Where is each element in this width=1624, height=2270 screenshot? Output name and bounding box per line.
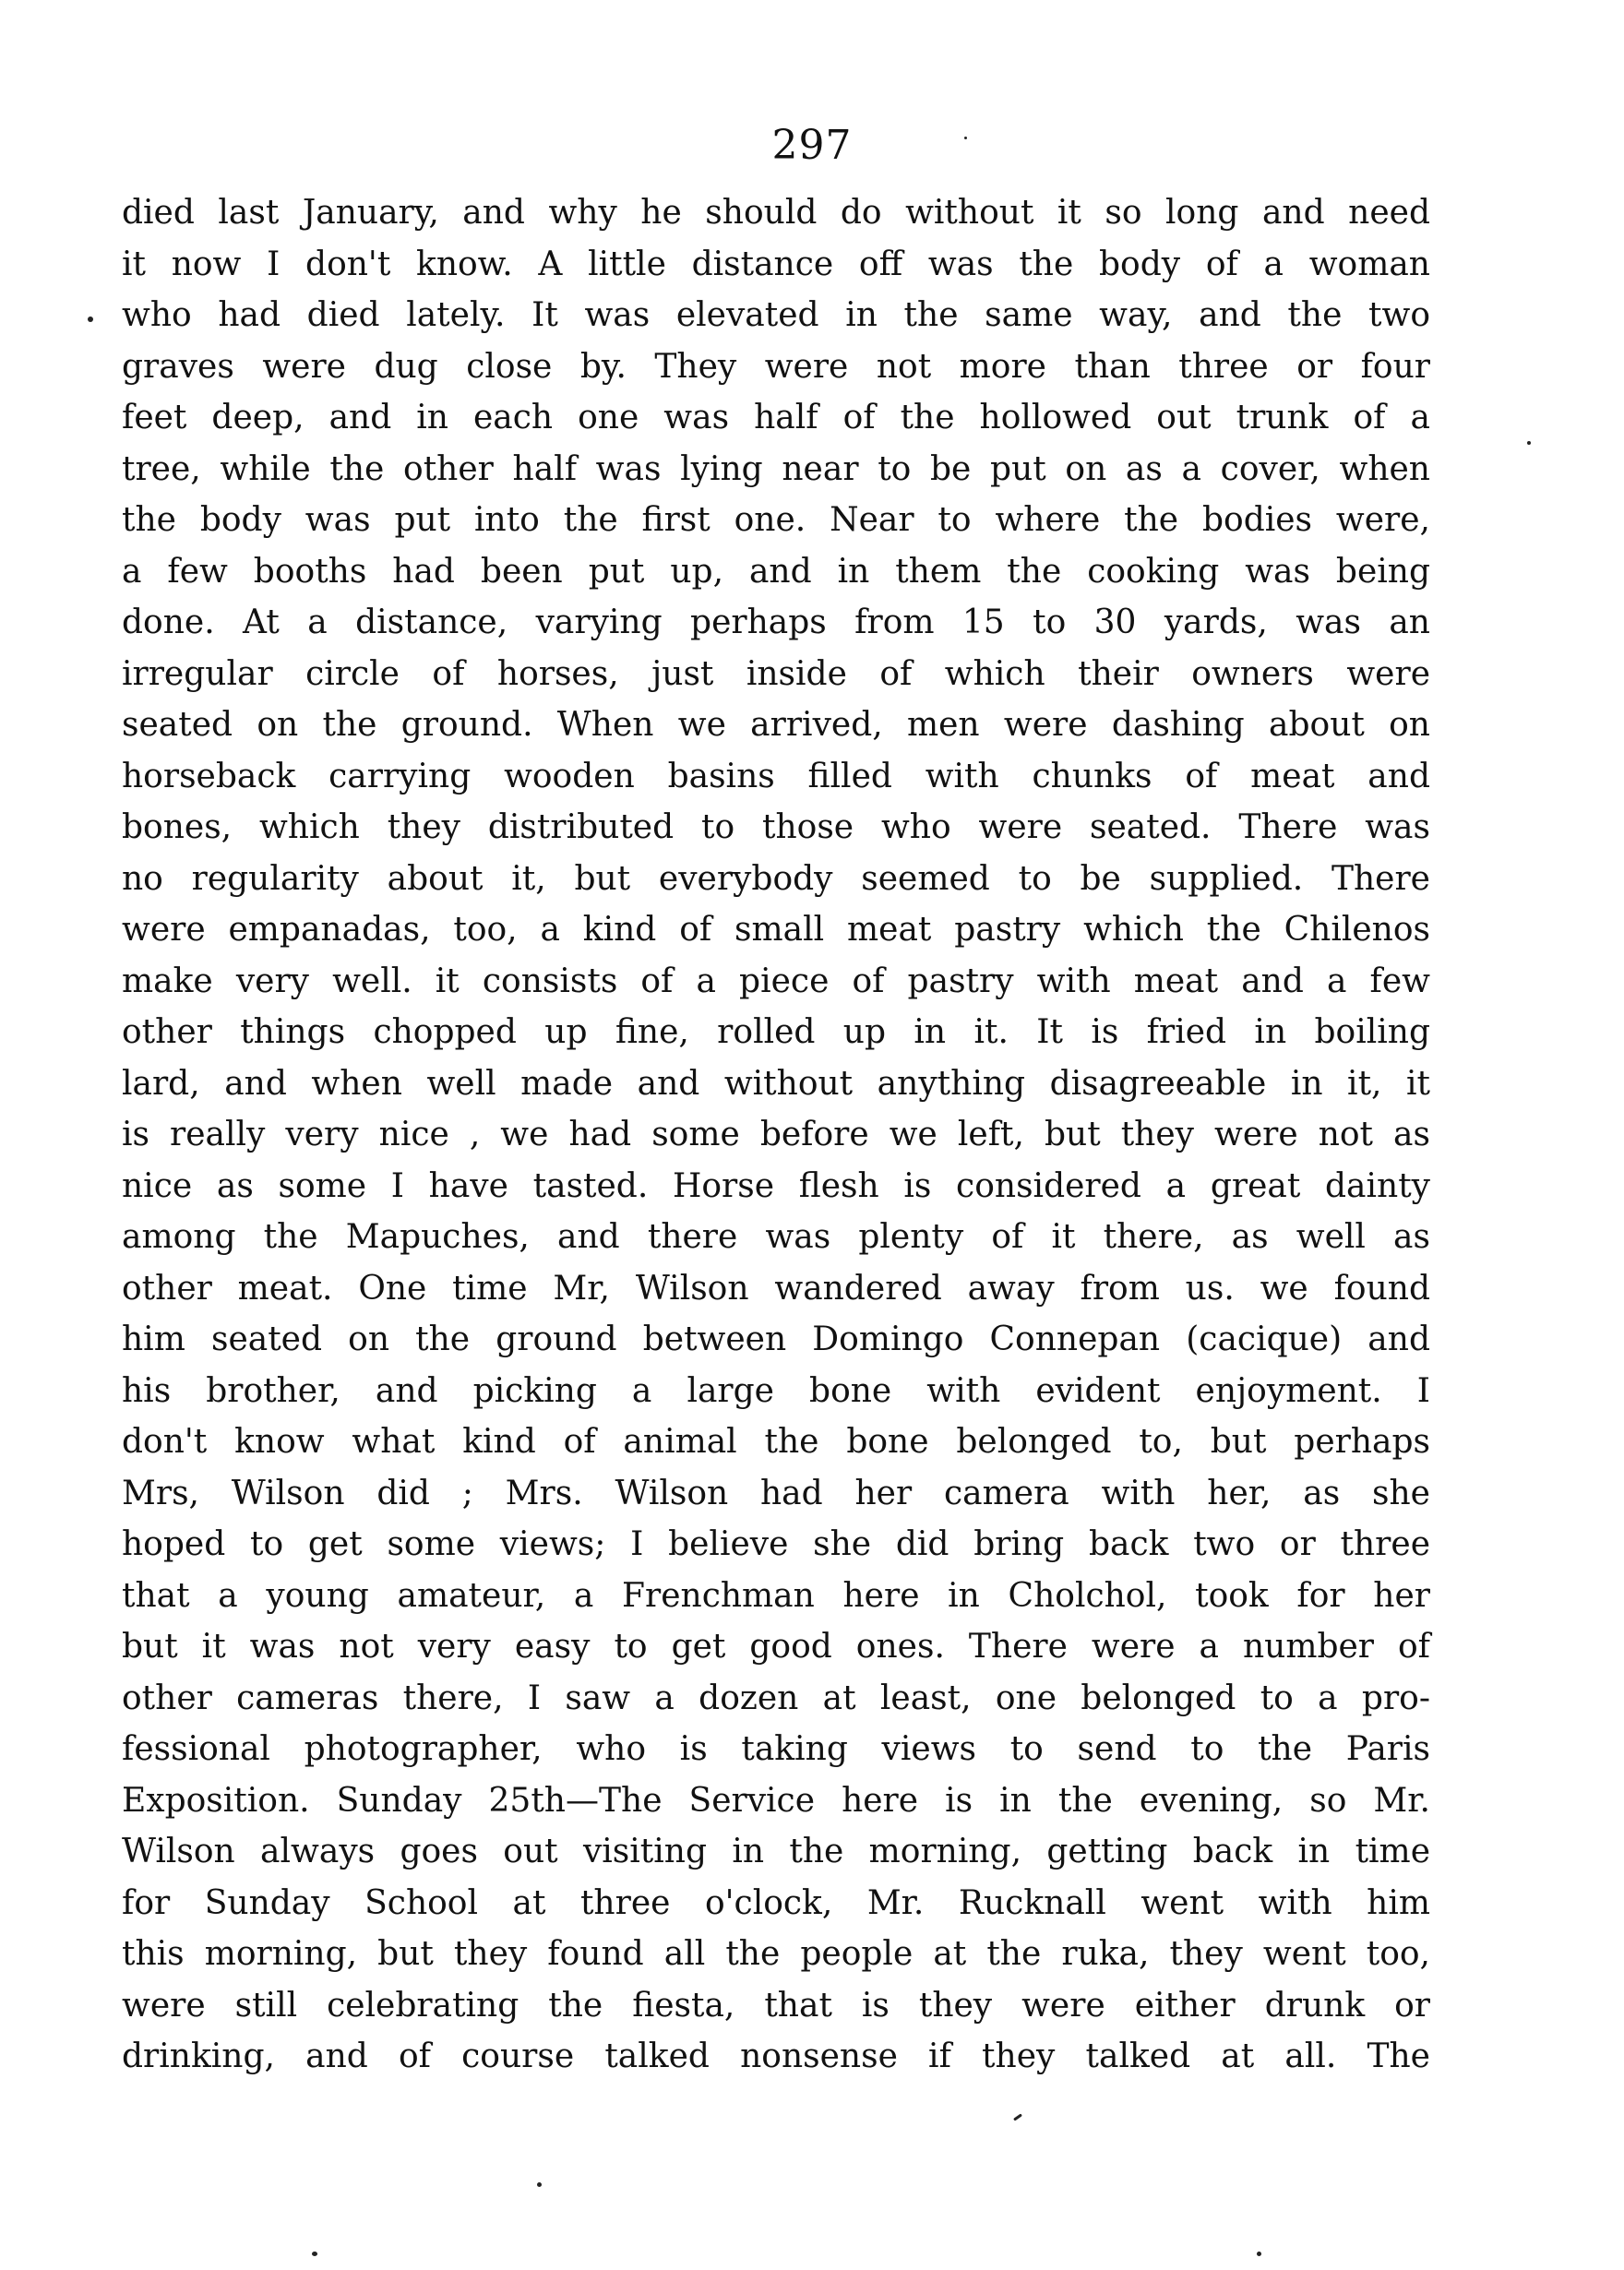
text-line: this morning, but they found all the people at the ruka, they went too, [122, 1935, 1430, 1973]
text-line: don't know what kind of animal the bone belonged to, but perhaps [122, 1423, 1430, 1461]
text-line: no regularity about it, but everybody seemed to be supplied. There [122, 859, 1430, 898]
text-line: horseback carrying wooden basins filled with chunks of meat and [122, 757, 1430, 795]
text-line: but it was not very easy to get good ones. There were a number of [122, 1628, 1430, 1666]
text-line: Wilson always goes out visiting in the morning, getting back in time [122, 1833, 1430, 1870]
scan-speck [1527, 441, 1531, 445]
text-line: done. At a distance, varying perhaps from 15 to 30 yards, was an [122, 603, 1430, 641]
text-line: hoped to get some views; I believe she did bring back two or three [122, 1525, 1430, 1563]
text-line: make very well. it consists of a piece of pastry with meat and a few [122, 962, 1430, 1000]
text-line: graves were dug close by. They were not more than three or four [122, 347, 1430, 386]
text-line: among the Mapuches, and there was plenty of it there, as well as [122, 1218, 1430, 1256]
page-number: 297 [771, 122, 853, 169]
text-line: other meat. One time Mr, Wilson wandered away from us. we found [122, 1269, 1430, 1308]
text-line: him seated on the ground between Domingo Connepan (cacique) and [122, 1320, 1430, 1358]
text-line: were empanadas, too, a kind of small meat pastry which the Chilenos [122, 911, 1430, 949]
text-line: drinking, and of course talked nonsense if they talked at all. The [122, 2037, 1430, 2075]
text-line: is really very nice , we had some before we left, but they were not as [122, 1116, 1430, 1153]
text-line: Mrs, Wilson did ; Mrs. Wilson had her camera with her, as she [122, 1474, 1430, 1512]
scan-speck [1013, 2113, 1022, 2121]
text-line: were still celebrating the fiesta, that is they were either drunk or [122, 1986, 1430, 2025]
text-line: a few booths had been put up, and in them the cooking was being [122, 552, 1430, 591]
text-line: seated on the ground. When we arrived, men were dashing about on [122, 706, 1430, 744]
text-line: lard, and when well made and without anything disagreeable in it, it [122, 1064, 1430, 1103]
text-line: the body was put into the first one. Near to where the bodies were, [122, 501, 1430, 539]
text-line: bones, which they distributed to those who were seated. There was [122, 808, 1430, 846]
text-line: that a young amateur, a Frenchman here in Cholchol, took for her [122, 1576, 1430, 1615]
page-body-text [122, 187, 1430, 2083]
scan-speck [964, 137, 967, 139]
text-line: it now I don't know. A little distance off was the body of a woman [122, 245, 1430, 283]
scan-speck [88, 317, 93, 322]
text-line: other things chopped up fine, rolled up in it. It is fried in boiling [122, 1013, 1430, 1051]
text-line: his brother, and picking a large bone with evident enjoyment. I [122, 1371, 1430, 1410]
text-line: who had died lately. It was elevated in the same way, and the two [122, 296, 1430, 334]
text-line: feet deep, and in each one was half of the hollowed out trunk of a [122, 399, 1430, 436]
scan-speck [312, 2252, 317, 2256]
scan-speck [537, 2182, 542, 2187]
text-line: fessional photographer, who is taking views to send to the Paris [122, 1730, 1430, 1768]
text-line: other cameras there, I saw a dozen at least, one belonged to a pro- [122, 1679, 1430, 1717]
text-line: nice as some I have tasted. Horse flesh is considered a great dainty [122, 1166, 1430, 1205]
text-line: tree, while the other half was lying near to be put on as a cover, when [122, 449, 1430, 488]
scan-speck [1257, 2252, 1261, 2256]
text-line: Exposition. Sunday 25th—The Service here is in the evening, so Mr. [122, 1781, 1430, 1820]
text-line: died last January, and why he should do without it so long and need [122, 194, 1430, 232]
text-line: irregular circle of horses, just inside of which their owners were [122, 654, 1430, 693]
text-line: for Sunday School at three o'clock, Mr. Rucknall went with him [122, 1883, 1430, 1922]
